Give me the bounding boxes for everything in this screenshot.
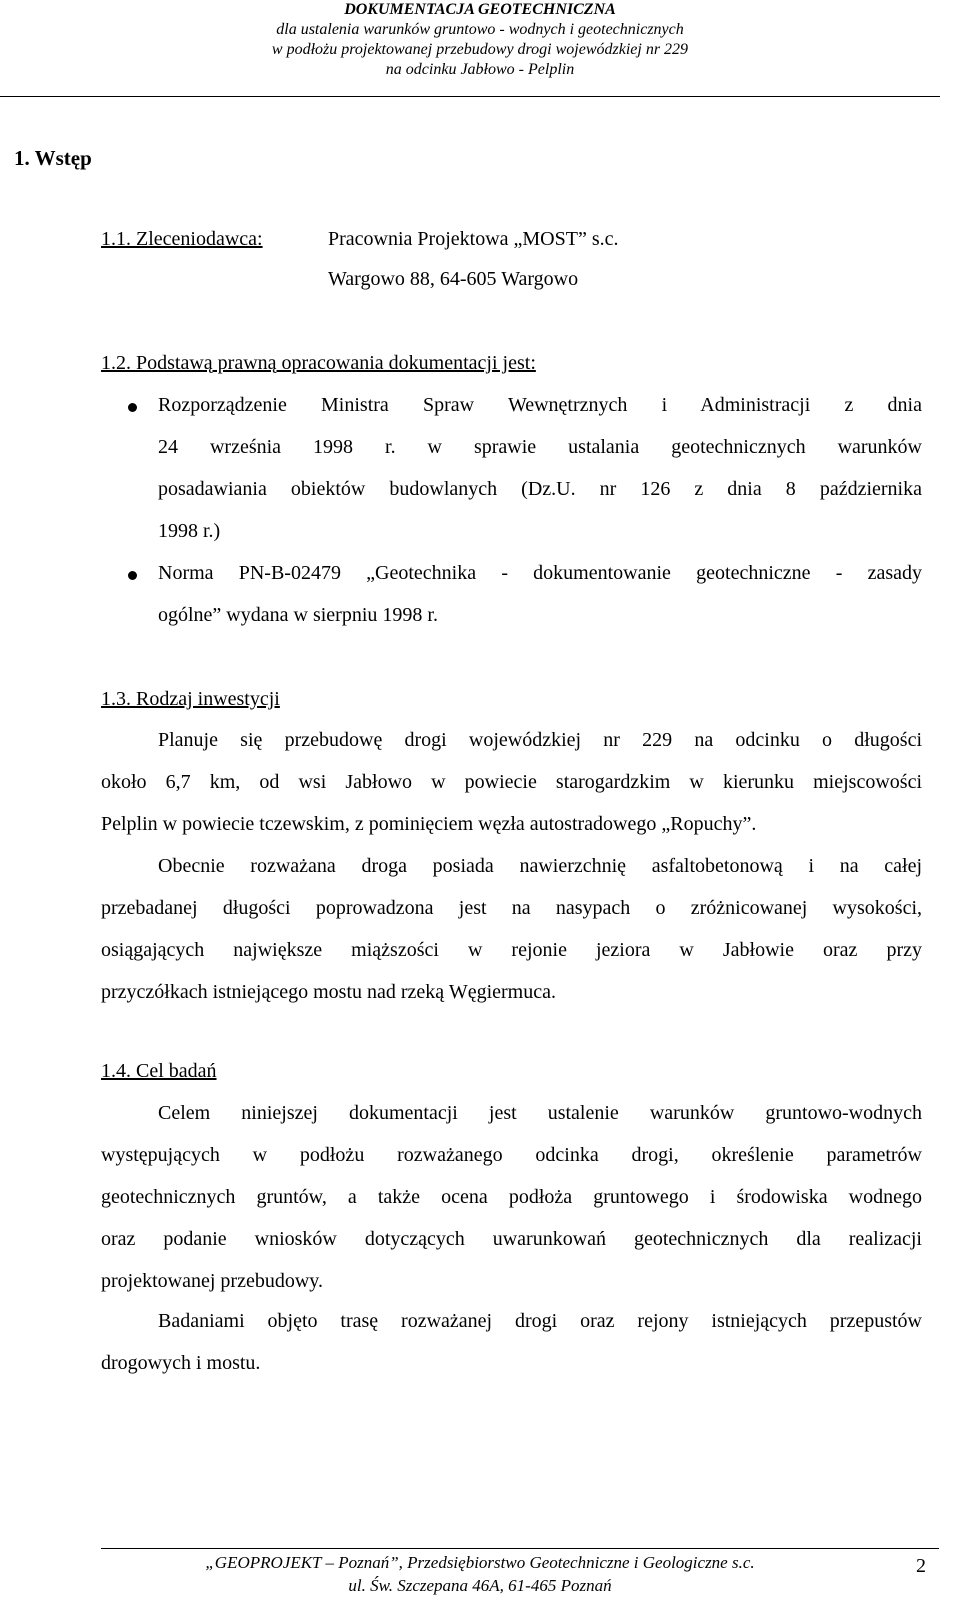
header-subtitle-1: dla ustalenia warunków gruntowo - wodnych i geotechnicznych <box>276 21 684 38</box>
paragraph-line: geotechnicznych gruntów, a także ocena podłoża gruntowego i środowiska wodnego <box>101 1186 922 1208</box>
bullet-1-line-2: 24 września 1998 r. w sprawie ustalania geotechnicznych warunków <box>158 436 922 458</box>
paragraph-line: Celem niniejszej dokumentacji jest ustalenie warunków gruntowo-wodnych <box>158 1102 922 1124</box>
bullet-1-line-1: Rozporządzenie Ministra Spraw Wewnętrznych i Administracji z dnia <box>158 394 922 416</box>
paragraph-line: Planuje się przebudowę drogi wojewódzkiej nr 229 na odcinku o długości <box>158 729 922 751</box>
research-goal-heading: 1.4. Cel badań <box>101 1060 217 1082</box>
header-subtitle-3: na odcinku Jabłowo - Pelplin <box>385 61 575 78</box>
legal-basis-heading: 1.2. Podstawą prawną opracowania dokumentacji jest: <box>101 352 536 374</box>
paragraph-line: projektowanej przebudowy. <box>101 1270 323 1292</box>
bullet-2-line-2: ogólne” wydana w sierpniu 1998 r. <box>158 604 438 626</box>
header-divider <box>0 96 940 97</box>
client-label: 1.1. Zleceniodawca: <box>101 228 263 250</box>
paragraph-line: Badaniami objęto trasę rozważanej drogi oraz rejony istniejących przepustów <box>158 1310 922 1332</box>
bullet-2-line-1: Norma PN-B-02479 „Geotechnika - dokumentowanie geotechniczne - zasady <box>158 562 922 584</box>
paragraph-line: przebadanej długości poprowadzona jest na nasypach o zróżnicowanej wysokości, <box>101 897 922 919</box>
investment-type-heading: 1.3. Rodzaj inwestycji <box>101 688 280 710</box>
paragraph-line: około 6,7 km, od wsi Jabłowo w powiecie starogardzkim w kierunku miejscowości <box>101 771 922 793</box>
paragraph-line: Pelplin w powiecie tczewskim, z pominięciem węzła autostradowego „Ropuchy”. <box>101 813 757 835</box>
section-heading: 1. Wstęp <box>14 146 92 170</box>
client-name: Pracownia Projektowa „MOST” s.c. <box>328 228 619 250</box>
bullet-1-line-4: 1998 r.) <box>158 520 221 542</box>
paragraph-line: oraz podanie wniosków dotyczących uwarunkowań geotechnicznych dla realizacji <box>101 1228 922 1250</box>
paragraph-line: drogowych i mostu. <box>101 1352 261 1374</box>
paragraph-line: osiągających największe miąższości w rejonie jeziora w Jabłowie oraz przy <box>101 939 922 961</box>
paragraph-line: przyczółkach istniejącego mostu nad rzeką Węgiermuca. <box>101 981 556 1003</box>
bullet-1-line-3: posadawiania obiektów budowlanych (Dz.U. nr 126 z dnia 8 października <box>158 478 922 500</box>
paragraph-line: Obecnie rozważana droga posiada nawierzchnię asfaltobetonową i na całej <box>158 855 922 877</box>
paragraph-line: występujących w podłożu rozważanego odcinka drogi, określenie parametrów <box>101 1144 922 1166</box>
footer-address: ul. Św. Szczepana 46A, 61-465 Poznań <box>348 1576 612 1595</box>
footer-divider <box>101 1548 939 1549</box>
header-subtitle-2: w podłożu projektowanej przebudowy drogi wojewódzkiej nr 229 <box>271 41 689 58</box>
header-title: DOKUMENTACJA GEOTECHNICZNA <box>344 1 616 18</box>
running-header <box>0 0 960 80</box>
page-number: 2 <box>916 1555 926 1577</box>
client-address: Wargowo 88, 64-605 Wargowo <box>328 268 579 290</box>
bullet-icon <box>128 571 137 580</box>
footer-company: „GEOPROJEKT – Poznań”, Przedsiębiorstwo Geotechniczne i Geologiczne s.c. <box>205 1553 755 1572</box>
bullet-icon <box>128 403 137 412</box>
